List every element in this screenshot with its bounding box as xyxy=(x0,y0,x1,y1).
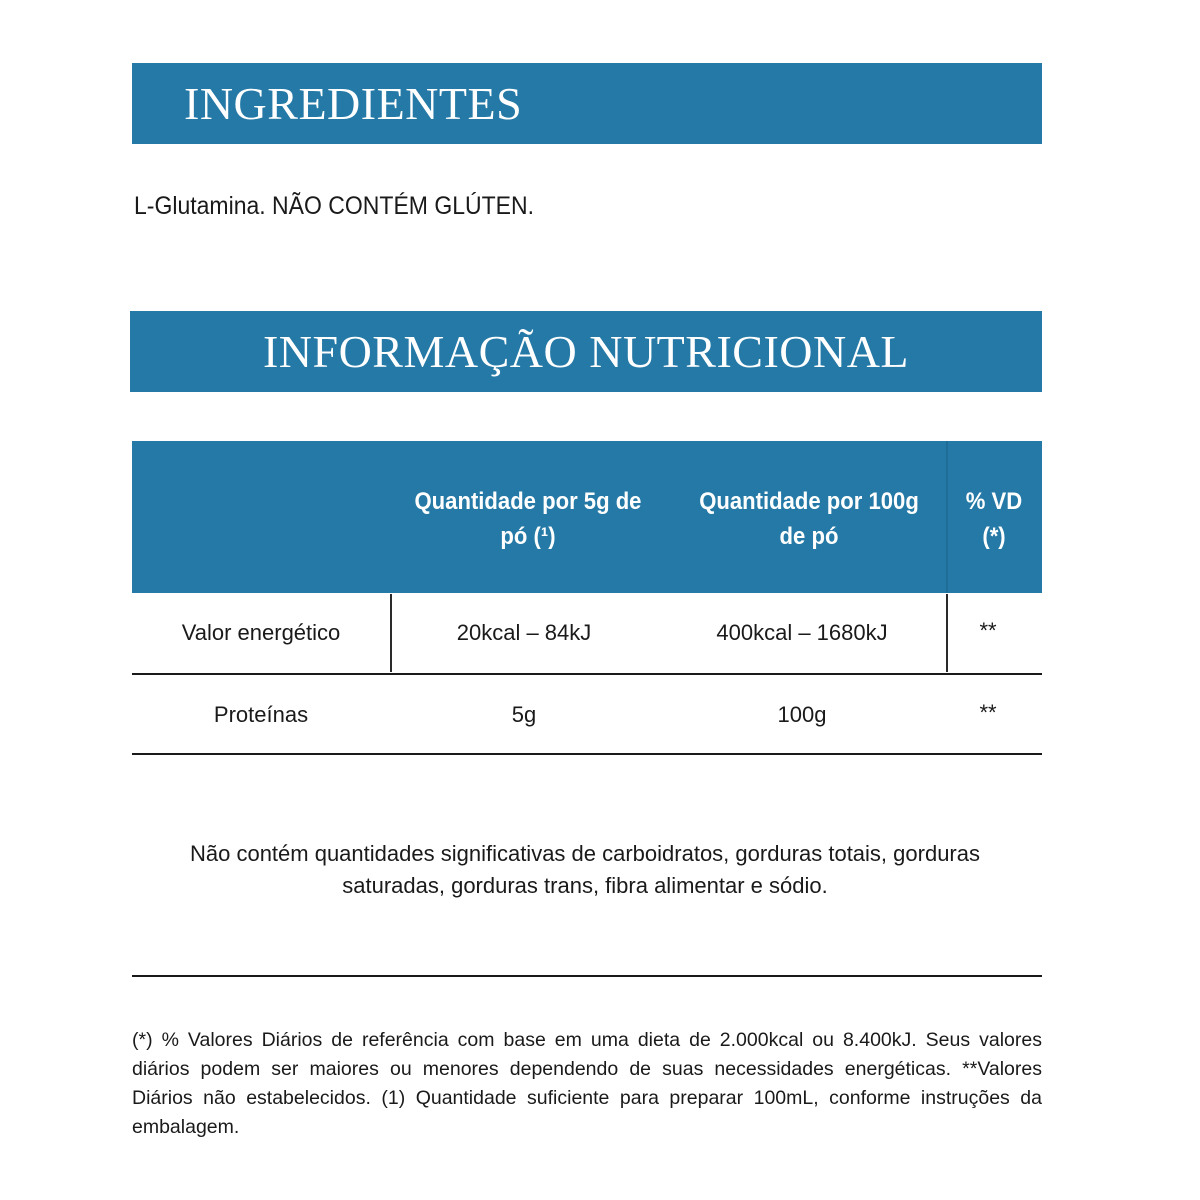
row-protein-per-100g: 100g xyxy=(777,702,827,727)
row-energy-per-100g: 400kcal – 1680kJ xyxy=(716,620,888,645)
nutrition-heading: INFORMAÇÃO NUTRICIONAL xyxy=(262,326,910,377)
column-header-per-100g: Quantidade por 100g de pó xyxy=(699,488,919,550)
ingredients-heading: INGREDIENTES xyxy=(184,78,523,129)
nutrition-banner xyxy=(130,311,1042,392)
row-label-energy: Valor energético xyxy=(181,620,341,645)
table-bottom-line xyxy=(132,753,1042,755)
row-protein-vd: ** xyxy=(979,700,997,725)
header-divider xyxy=(946,441,948,593)
row-label-protein: Proteínas xyxy=(213,702,309,727)
ingredients-text: L-Glutamina. NÃO CONTÉM GLÚTEN. xyxy=(134,192,535,220)
row-divider xyxy=(132,673,1042,675)
ingredients-banner xyxy=(132,63,1042,144)
column-header-per-5g: Quantidade por 5g de pó (¹) xyxy=(414,488,642,550)
row-energy-vd: ** xyxy=(979,618,997,643)
nutrition-note: Não contém quantidades significativas de carboidratos, gorduras totais, gorduras saturadas, gorduras trans, fibra alimentar e sódio. xyxy=(189,841,980,898)
row-protein-per-5g: 5g xyxy=(511,702,537,727)
row-energy-per-5g: 20kcal – 84kJ xyxy=(456,620,592,645)
nutrition-footnote: (*) % Valores Diários de referência com base em uma dieta de 2.000kcal ou 8.400kJ. Seus valores diários podem ser maiores ou menores dependendo de suas necessidades energéticas. **Valores Diários não estabelecidos. (1) Quantidade suficiente para preparar 100mL, conforme instruções da embalagem. xyxy=(132,1029,1042,1138)
column-header-vd: % VD (*) xyxy=(965,488,1023,550)
footnote-divider xyxy=(132,975,1042,977)
